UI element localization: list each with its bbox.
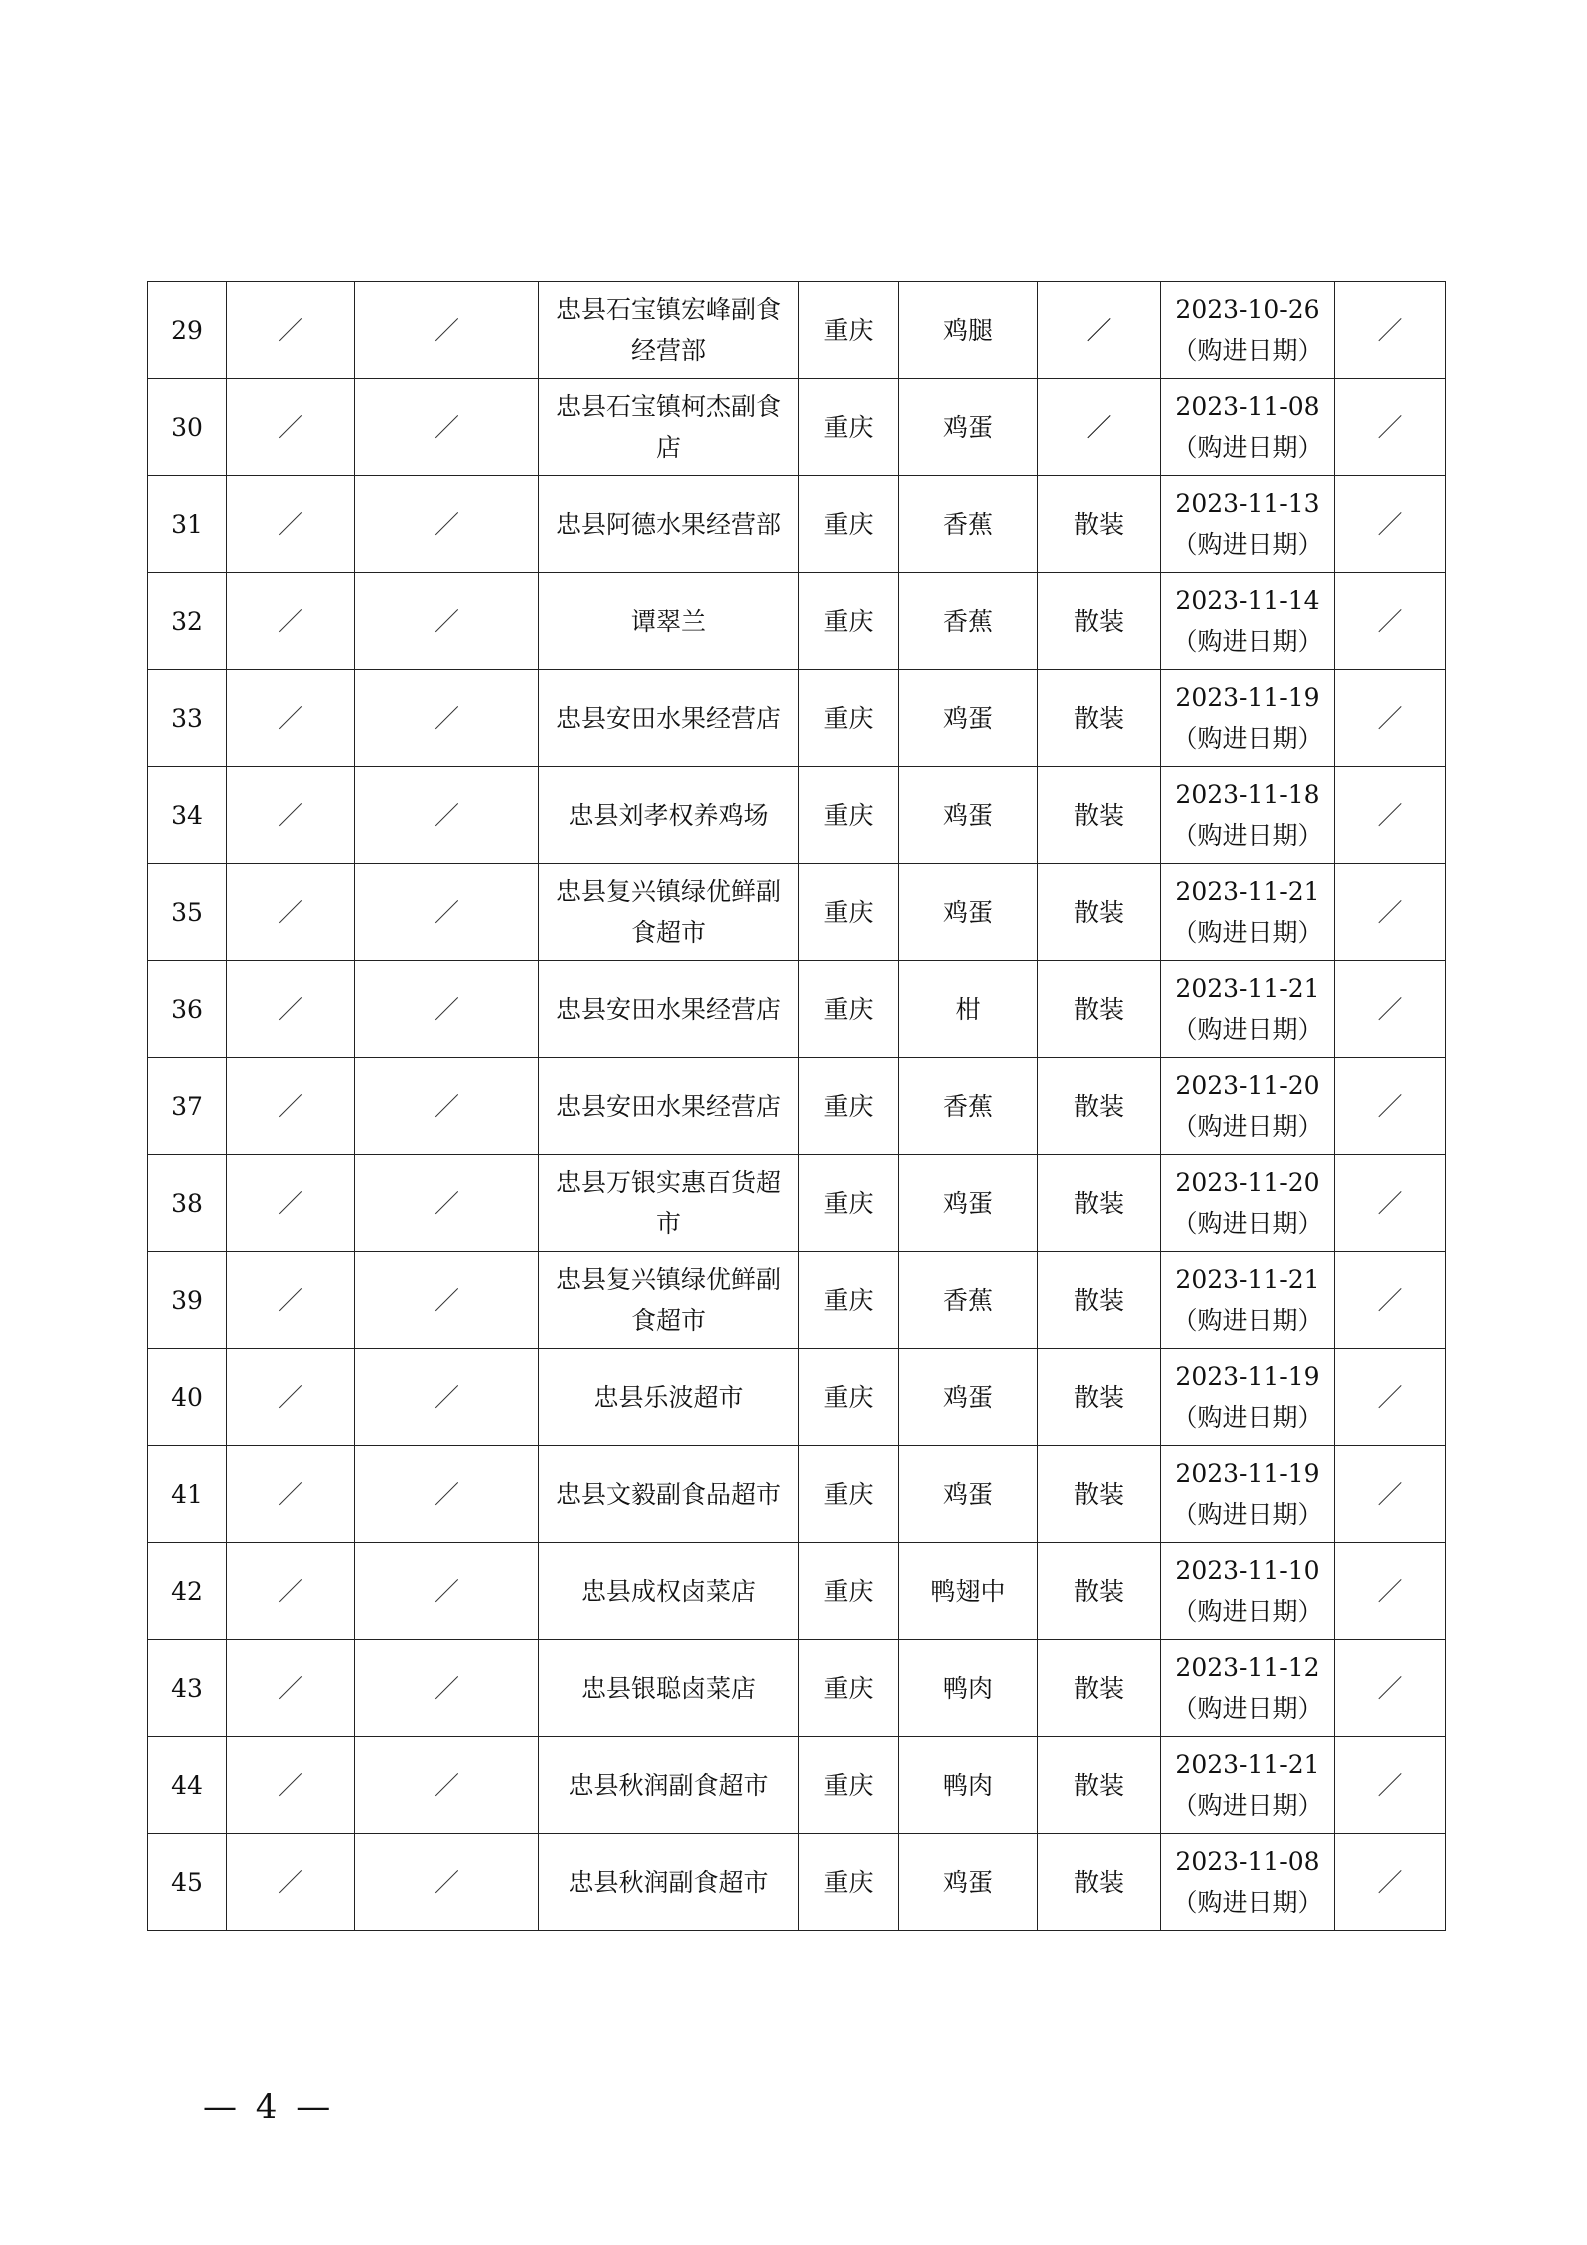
blank-cell: ／ — [1335, 1737, 1446, 1834]
sampling-record-table — [147, 281, 1446, 1931]
table-row — [148, 1640, 1446, 1737]
blank-cell: ／ — [355, 864, 539, 961]
date-value: 2023-11-10 — [1175, 1556, 1320, 1585]
date-cell — [1161, 1349, 1335, 1446]
blank-cell: ／ — [355, 670, 539, 767]
region-cell: 重庆 — [799, 1155, 899, 1252]
date-note: （购进日期） — [1172, 724, 1323, 753]
date-value: 2023-11-21 — [1175, 877, 1320, 906]
region-cell: 重庆 — [799, 864, 899, 961]
spec-cell: 散装 — [1038, 864, 1161, 961]
blank-cell: ／ — [355, 1834, 539, 1931]
product-name-cell: 鸡蛋 — [899, 1349, 1038, 1446]
spec-cell: 散装 — [1038, 1446, 1161, 1543]
spec-cell: 散装 — [1038, 1640, 1161, 1737]
blank-cell: ／ — [1335, 379, 1446, 476]
serial-number-cell: 33 — [148, 670, 227, 767]
region-cell: 重庆 — [799, 1446, 899, 1543]
date-cell — [1161, 379, 1335, 476]
date-note: （购进日期） — [1172, 336, 1323, 365]
table-row — [148, 282, 1446, 379]
table-row — [148, 573, 1446, 670]
region-cell: 重庆 — [799, 961, 899, 1058]
date-value: 2023-11-21 — [1175, 974, 1320, 1003]
date-note: （购进日期） — [1172, 433, 1323, 462]
date-cell — [1161, 1640, 1335, 1737]
page-number: — 4 — — [203, 2087, 335, 2127]
region-cell: 重庆 — [799, 1640, 899, 1737]
spec-cell: 散装 — [1038, 476, 1161, 573]
date-note: （购进日期） — [1172, 1112, 1323, 1141]
date-note: （购进日期） — [1172, 1694, 1323, 1723]
date-value: 2023-11-21 — [1175, 1265, 1320, 1294]
date-note: （购进日期） — [1172, 627, 1323, 656]
date-value: 2023-11-13 — [1175, 489, 1320, 518]
date-value: 2023-11-19 — [1175, 1362, 1320, 1391]
spec-cell: 散装 — [1038, 1058, 1161, 1155]
store-name-cell: 忠县秋润副食超市 — [539, 1737, 799, 1834]
store-name-cell: 谭翠兰 — [539, 573, 799, 670]
region-cell: 重庆 — [799, 1349, 899, 1446]
serial-number-cell: 45 — [148, 1834, 227, 1931]
date-value: 2023-11-14 — [1175, 586, 1320, 615]
date-cell — [1161, 1834, 1335, 1931]
blank-cell: ／ — [227, 573, 355, 670]
blank-cell: ／ — [1335, 1446, 1446, 1543]
blank-cell: ／ — [355, 767, 539, 864]
table-row — [148, 1446, 1446, 1543]
table-row — [148, 379, 1446, 476]
table-row — [148, 1737, 1446, 1834]
serial-number-cell: 35 — [148, 864, 227, 961]
store-name-cell: 忠县复兴镇绿优鲜副食超市 — [539, 864, 799, 961]
date-cell — [1161, 670, 1335, 767]
table-row — [148, 864, 1446, 961]
product-name-cell: 香蕉 — [899, 573, 1038, 670]
date-cell — [1161, 1446, 1335, 1543]
spec-cell: ／ — [1038, 282, 1161, 379]
product-name-cell: 柑 — [899, 961, 1038, 1058]
store-name-cell: 忠县石宝镇柯杰副食店 — [539, 379, 799, 476]
blank-cell: ／ — [355, 1446, 539, 1543]
store-name-cell: 忠县石宝镇宏峰副食经营部 — [539, 282, 799, 379]
date-note: （购进日期） — [1172, 1015, 1323, 1044]
store-name-cell: 忠县成权卤菜店 — [539, 1543, 799, 1640]
date-note: （购进日期） — [1172, 530, 1323, 559]
region-cell: 重庆 — [799, 767, 899, 864]
blank-cell: ／ — [227, 476, 355, 573]
table-row — [148, 1058, 1446, 1155]
blank-cell: ／ — [355, 379, 539, 476]
spec-cell: 散装 — [1038, 961, 1161, 1058]
serial-number-cell: 36 — [148, 961, 227, 1058]
date-cell — [1161, 767, 1335, 864]
store-name-cell: 忠县阿德水果经营部 — [539, 476, 799, 573]
region-cell: 重庆 — [799, 1834, 899, 1931]
blank-cell: ／ — [1335, 573, 1446, 670]
serial-number-cell: 32 — [148, 573, 227, 670]
date-value: 2023-11-19 — [1175, 683, 1320, 712]
blank-cell: ／ — [1335, 670, 1446, 767]
product-name-cell: 香蕉 — [899, 1058, 1038, 1155]
blank-cell: ／ — [227, 1252, 355, 1349]
region-cell: 重庆 — [799, 670, 899, 767]
product-name-cell: 鸡腿 — [899, 282, 1038, 379]
blank-cell: ／ — [227, 670, 355, 767]
spec-cell: 散装 — [1038, 1737, 1161, 1834]
spec-cell: ／ — [1038, 379, 1161, 476]
spec-cell: 散装 — [1038, 1155, 1161, 1252]
blank-cell: ／ — [227, 1737, 355, 1834]
date-note: （购进日期） — [1172, 1888, 1323, 1917]
table-row — [148, 1543, 1446, 1640]
blank-cell: ／ — [227, 1640, 355, 1737]
product-name-cell: 鸭肉 — [899, 1737, 1038, 1834]
date-value: 2023-11-21 — [1175, 1750, 1320, 1779]
product-name-cell: 鸭翅中 — [899, 1543, 1038, 1640]
date-note: （购进日期） — [1172, 1597, 1323, 1626]
spec-cell: 散装 — [1038, 1543, 1161, 1640]
blank-cell: ／ — [227, 1543, 355, 1640]
serial-number-cell: 41 — [148, 1446, 227, 1543]
region-cell: 重庆 — [799, 1058, 899, 1155]
store-name-cell: 忠县银聪卤菜店 — [539, 1640, 799, 1737]
blank-cell: ／ — [355, 1058, 539, 1155]
region-cell: 重庆 — [799, 1737, 899, 1834]
date-value: 2023-11-08 — [1175, 392, 1320, 421]
date-cell — [1161, 282, 1335, 379]
table-row — [148, 670, 1446, 767]
date-value: 2023-11-18 — [1175, 780, 1320, 809]
store-name-cell: 忠县乐波超市 — [539, 1349, 799, 1446]
blank-cell: ／ — [1335, 767, 1446, 864]
product-name-cell: 鸡蛋 — [899, 1446, 1038, 1543]
blank-cell: ／ — [227, 282, 355, 379]
store-name-cell: 忠县安田水果经营店 — [539, 1058, 799, 1155]
serial-number-cell: 40 — [148, 1349, 227, 1446]
table-body — [148, 282, 1446, 1931]
serial-number-cell: 31 — [148, 476, 227, 573]
blank-cell: ／ — [355, 1252, 539, 1349]
serial-number-cell: 39 — [148, 1252, 227, 1349]
product-name-cell: 香蕉 — [899, 1252, 1038, 1349]
blank-cell: ／ — [1335, 1155, 1446, 1252]
region-cell: 重庆 — [799, 379, 899, 476]
blank-cell: ／ — [355, 1349, 539, 1446]
date-cell — [1161, 573, 1335, 670]
blank-cell: ／ — [1335, 1640, 1446, 1737]
product-name-cell: 鸡蛋 — [899, 1155, 1038, 1252]
blank-cell: ／ — [1335, 961, 1446, 1058]
serial-number-cell: 34 — [148, 767, 227, 864]
region-cell: 重庆 — [799, 1543, 899, 1640]
blank-cell: ／ — [227, 961, 355, 1058]
date-cell — [1161, 1737, 1335, 1834]
store-name-cell: 忠县安田水果经营店 — [539, 961, 799, 1058]
blank-cell: ／ — [355, 476, 539, 573]
table-row — [148, 1349, 1446, 1446]
blank-cell: ／ — [1335, 1834, 1446, 1931]
blank-cell: ／ — [227, 1349, 355, 1446]
store-name-cell: 忠县秋润副食超市 — [539, 1834, 799, 1931]
product-name-cell: 鸡蛋 — [899, 379, 1038, 476]
region-cell: 重庆 — [799, 573, 899, 670]
date-cell — [1161, 864, 1335, 961]
blank-cell: ／ — [355, 1737, 539, 1834]
date-note: （购进日期） — [1172, 1791, 1323, 1820]
date-value: 2023-11-20 — [1175, 1168, 1320, 1197]
blank-cell: ／ — [227, 864, 355, 961]
date-value: 2023-11-12 — [1175, 1653, 1320, 1682]
date-note: （购进日期） — [1172, 1403, 1323, 1432]
spec-cell: 散装 — [1038, 767, 1161, 864]
date-cell — [1161, 1155, 1335, 1252]
blank-cell: ／ — [355, 1543, 539, 1640]
blank-cell: ／ — [227, 767, 355, 864]
serial-number-cell: 29 — [148, 282, 227, 379]
blank-cell: ／ — [1335, 864, 1446, 961]
product-name-cell: 香蕉 — [899, 476, 1038, 573]
serial-number-cell: 42 — [148, 1543, 227, 1640]
product-name-cell: 鸡蛋 — [899, 670, 1038, 767]
blank-cell: ／ — [355, 961, 539, 1058]
serial-number-cell: 43 — [148, 1640, 227, 1737]
date-note: （购进日期） — [1172, 821, 1323, 850]
store-name-cell: 忠县万银实惠百货超市 — [539, 1155, 799, 1252]
region-cell: 重庆 — [799, 1252, 899, 1349]
blank-cell: ／ — [227, 379, 355, 476]
blank-cell: ／ — [355, 1155, 539, 1252]
blank-cell: ／ — [1335, 476, 1446, 573]
store-name-cell: 忠县刘孝权养鸡场 — [539, 767, 799, 864]
date-note: （购进日期） — [1172, 1209, 1323, 1238]
blank-cell: ／ — [1335, 282, 1446, 379]
spec-cell: 散装 — [1038, 1252, 1161, 1349]
blank-cell: ／ — [1335, 1058, 1446, 1155]
table-row — [148, 1252, 1446, 1349]
date-value: 2023-10-26 — [1175, 295, 1320, 324]
spec-cell: 散装 — [1038, 1349, 1161, 1446]
blank-cell: ／ — [355, 1640, 539, 1737]
table-row — [148, 767, 1446, 864]
table-row — [148, 1834, 1446, 1931]
date-cell — [1161, 1252, 1335, 1349]
blank-cell: ／ — [355, 573, 539, 670]
table-row — [148, 476, 1446, 573]
serial-number-cell: 30 — [148, 379, 227, 476]
blank-cell: ／ — [355, 282, 539, 379]
blank-cell: ／ — [227, 1446, 355, 1543]
table-row — [148, 1155, 1446, 1252]
store-name-cell: 忠县复兴镇绿优鲜副食超市 — [539, 1252, 799, 1349]
serial-number-cell: 44 — [148, 1737, 227, 1834]
spec-cell: 散装 — [1038, 1834, 1161, 1931]
table-row — [148, 961, 1446, 1058]
blank-cell: ／ — [227, 1834, 355, 1931]
blank-cell: ／ — [227, 1155, 355, 1252]
product-name-cell: 鸭肉 — [899, 1640, 1038, 1737]
region-cell: 重庆 — [799, 282, 899, 379]
date-cell — [1161, 1058, 1335, 1155]
serial-number-cell: 37 — [148, 1058, 227, 1155]
spec-cell: 散装 — [1038, 670, 1161, 767]
date-note: （购进日期） — [1172, 918, 1323, 947]
blank-cell: ／ — [227, 1058, 355, 1155]
blank-cell: ／ — [1335, 1349, 1446, 1446]
product-name-cell: 鸡蛋 — [899, 1834, 1038, 1931]
date-cell — [1161, 476, 1335, 573]
serial-number-cell: 38 — [148, 1155, 227, 1252]
region-cell: 重庆 — [799, 476, 899, 573]
date-value: 2023-11-08 — [1175, 1847, 1320, 1876]
date-value: 2023-11-20 — [1175, 1071, 1320, 1100]
date-cell — [1161, 961, 1335, 1058]
date-cell — [1161, 1543, 1335, 1640]
blank-cell: ／ — [1335, 1252, 1446, 1349]
blank-cell: ／ — [1335, 1543, 1446, 1640]
store-name-cell: 忠县文毅副食品超市 — [539, 1446, 799, 1543]
product-name-cell: 鸡蛋 — [899, 864, 1038, 961]
date-note: （购进日期） — [1172, 1500, 1323, 1529]
date-note: （购进日期） — [1172, 1306, 1323, 1335]
store-name-cell: 忠县安田水果经营店 — [539, 670, 799, 767]
product-name-cell: 鸡蛋 — [899, 767, 1038, 864]
spec-cell: 散装 — [1038, 573, 1161, 670]
date-value: 2023-11-19 — [1175, 1459, 1320, 1488]
